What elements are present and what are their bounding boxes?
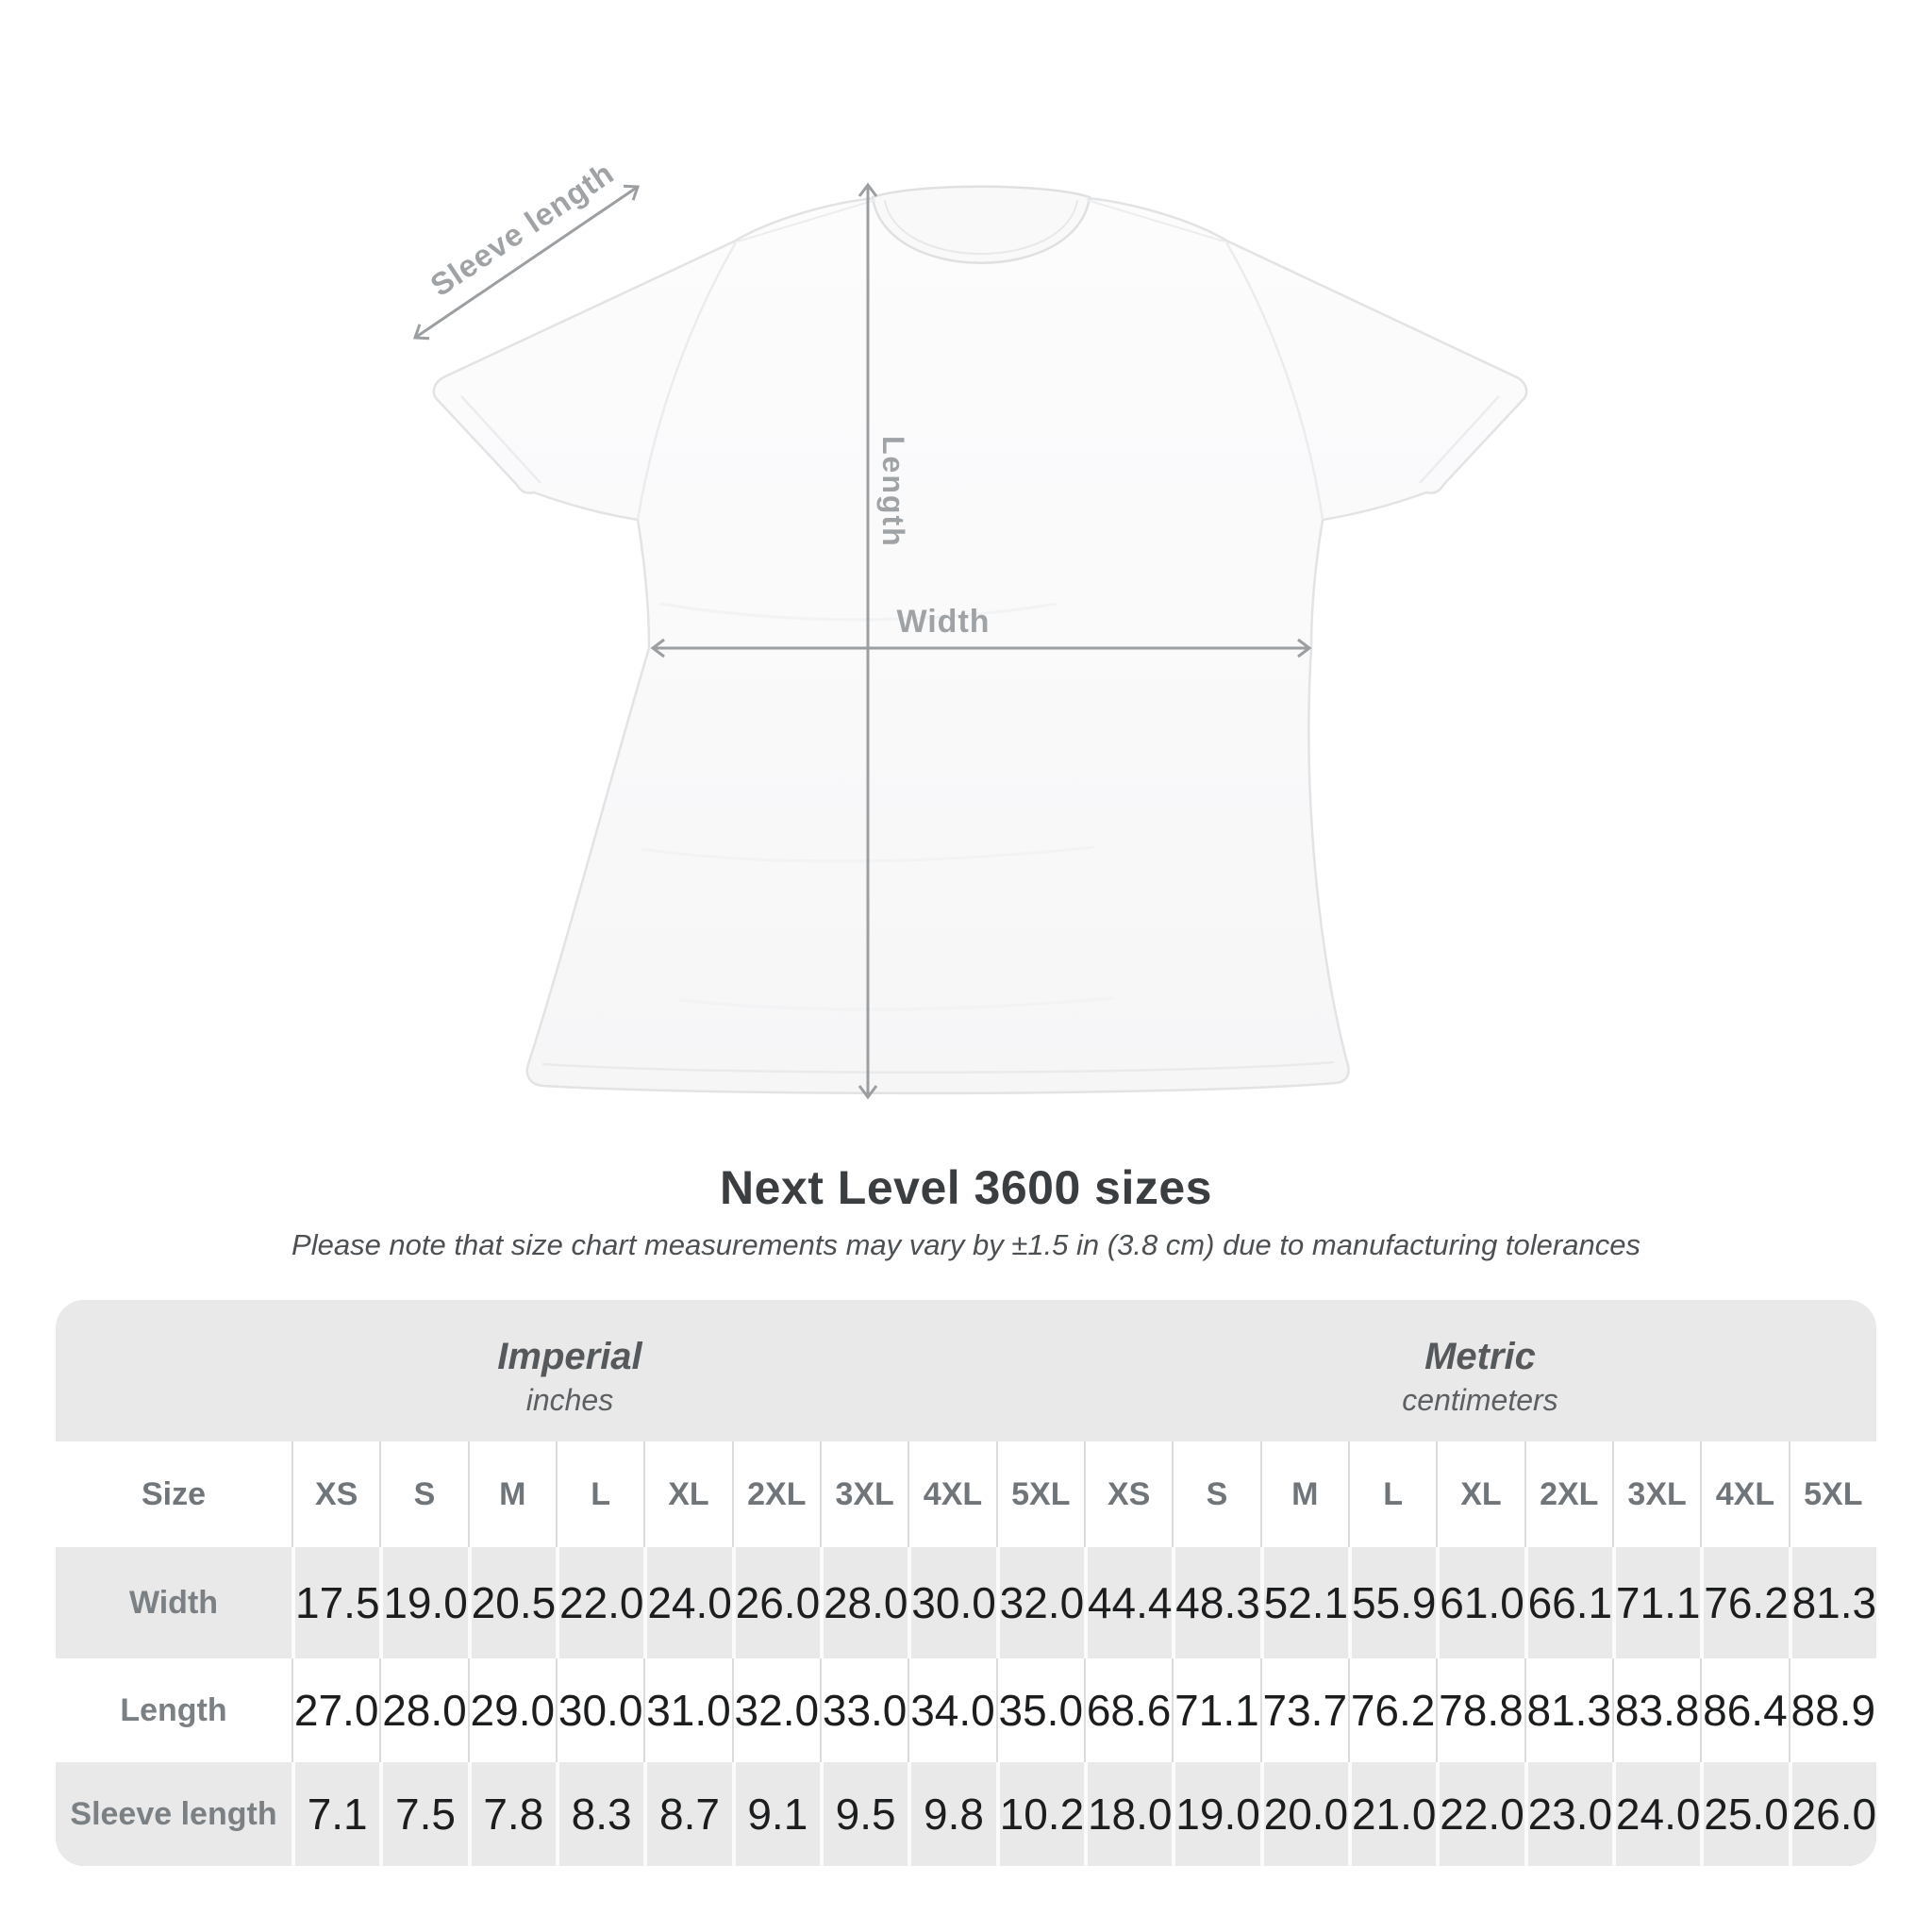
table-row-width [56,1547,1876,1658]
imperial-size-header: 2XL [732,1441,820,1547]
metric-size-header: 4XL [1700,1441,1788,1547]
imperial-value-cell: 35.0 [996,1658,1084,1762]
metric-value-cell: 26.0 [1789,1762,1876,1866]
imperial-value-cell: 28.0 [379,1658,467,1762]
imperial-size-header: L [556,1441,643,1547]
metric-value-cell: 73.7 [1260,1658,1348,1762]
metric-units: centimeters [1402,1383,1558,1417]
imperial-size-header: 5XL [996,1441,1084,1547]
metric-value-cell: 25.0 [1700,1762,1788,1866]
metric-size-header: S [1172,1441,1259,1547]
metric-size-header: L [1348,1441,1436,1547]
imperial-value-cell: 26.0 [732,1547,820,1658]
imperial-value-cell: 28.0 [820,1547,908,1658]
size-header-label: Size [56,1441,291,1547]
metric-value-cell: 52.1 [1260,1547,1348,1658]
imperial-units: inches [525,1383,614,1417]
imperial-size-header: M [468,1441,556,1547]
imperial-value-cell: 29.0 [468,1658,556,1762]
metric-value-cell: 21.0 [1348,1762,1436,1866]
metric-size-header: 3XL [1612,1441,1700,1547]
table-header-band [56,1300,1876,1441]
table-row-size-headers [56,1441,1876,1547]
imperial-value-cell: 10.2 [996,1762,1084,1866]
imperial-value-cell: 33.0 [820,1658,908,1762]
metric-value-cell: 86.4 [1700,1658,1788,1762]
metric-value-cell: 66.1 [1524,1547,1612,1658]
imperial-value-cell: 31.0 [643,1658,731,1762]
metric-value-cell: 83.8 [1612,1658,1700,1762]
imperial-title: Imperial [497,1336,642,1377]
imperial-value-cell: 22.0 [556,1547,643,1658]
imperial-size-header: 3XL [820,1441,908,1547]
length-label: Length [876,436,910,548]
imperial-value-cell: 32.0 [732,1658,820,1762]
metric-value-cell: 81.3 [1524,1658,1612,1762]
table-row-length [56,1658,1876,1762]
imperial-value-cell: 24.0 [643,1547,731,1658]
row-label: Sleeve length [56,1762,291,1866]
imperial-size-header: XL [643,1441,731,1547]
width-label: Width [896,604,991,640]
metric-value-cell: 76.2 [1700,1547,1788,1658]
metric-value-cell: 22.0 [1436,1762,1524,1866]
imperial-value-cell: 7.1 [291,1762,379,1866]
page-title: Next Level 3600 sizes [720,1161,1212,1214]
imperial-section-header [56,1300,1084,1441]
metric-value-cell: 68.6 [1084,1658,1172,1762]
imperial-value-cell: 32.0 [996,1547,1084,1658]
metric-value-cell: 20.0 [1260,1762,1348,1866]
imperial-value-cell: 7.5 [379,1762,467,1866]
metric-value-cell: 19.0 [1172,1762,1259,1866]
imperial-value-cell: 19.0 [379,1547,467,1658]
table-row-sleeve-length [56,1762,1876,1866]
row-label: Length [56,1658,291,1762]
imperial-value-cell: 8.3 [556,1762,643,1866]
size-table [56,1300,1876,1866]
metric-value-cell: 61.0 [1436,1547,1524,1658]
metric-value-cell: 71.1 [1612,1547,1700,1658]
metric-value-cell: 44.4 [1084,1547,1172,1658]
imperial-value-cell: 17.5 [291,1547,379,1658]
sleeve-length-label: Sleeve length [424,155,621,304]
tolerance-note: Please note that size chart measurements may vary by ±1.5 in (3.8 cm) due to manufacturing tolerances [291,1228,1641,1261]
imperial-value-cell: 7.8 [468,1762,556,1866]
metric-value-cell: 78.8 [1436,1658,1524,1762]
imperial-value-cell: 20.5 [468,1547,556,1658]
metric-section-header [1084,1300,1876,1441]
metric-value-cell: 71.1 [1172,1658,1259,1762]
metric-value-cell: 24.0 [1612,1762,1700,1866]
row-label: Width [56,1547,291,1658]
size-table-grid [56,1300,1876,1866]
metric-value-cell: 88.9 [1789,1658,1876,1762]
imperial-value-cell: 9.5 [820,1762,908,1866]
imperial-value-cell: 30.0 [908,1547,995,1658]
metric-value-cell: 48.3 [1172,1547,1259,1658]
metric-size-header: M [1260,1441,1348,1547]
imperial-value-cell: 9.8 [908,1762,995,1866]
metric-size-header: XS [1084,1441,1172,1547]
metric-value-cell: 18.0 [1084,1762,1172,1866]
metric-size-header: 2XL [1524,1441,1612,1547]
metric-size-header: 5XL [1789,1441,1876,1547]
imperial-size-header: S [379,1441,467,1547]
imperial-value-cell: 8.7 [643,1762,731,1866]
metric-value-cell: 23.0 [1524,1762,1612,1866]
imperial-value-cell: 27.0 [291,1658,379,1762]
imperial-value-cell: 30.0 [556,1658,643,1762]
imperial-value-cell: 34.0 [908,1658,995,1762]
imperial-size-header: 4XL [908,1441,995,1547]
metric-value-cell: 76.2 [1348,1658,1436,1762]
metric-title: Metric [1424,1336,1536,1377]
metric-value-cell: 81.3 [1789,1547,1876,1658]
metric-value-cell: 55.9 [1348,1547,1436,1658]
imperial-size-header: XS [291,1441,379,1547]
metric-size-header: XL [1436,1441,1524,1547]
imperial-value-cell: 9.1 [732,1762,820,1866]
